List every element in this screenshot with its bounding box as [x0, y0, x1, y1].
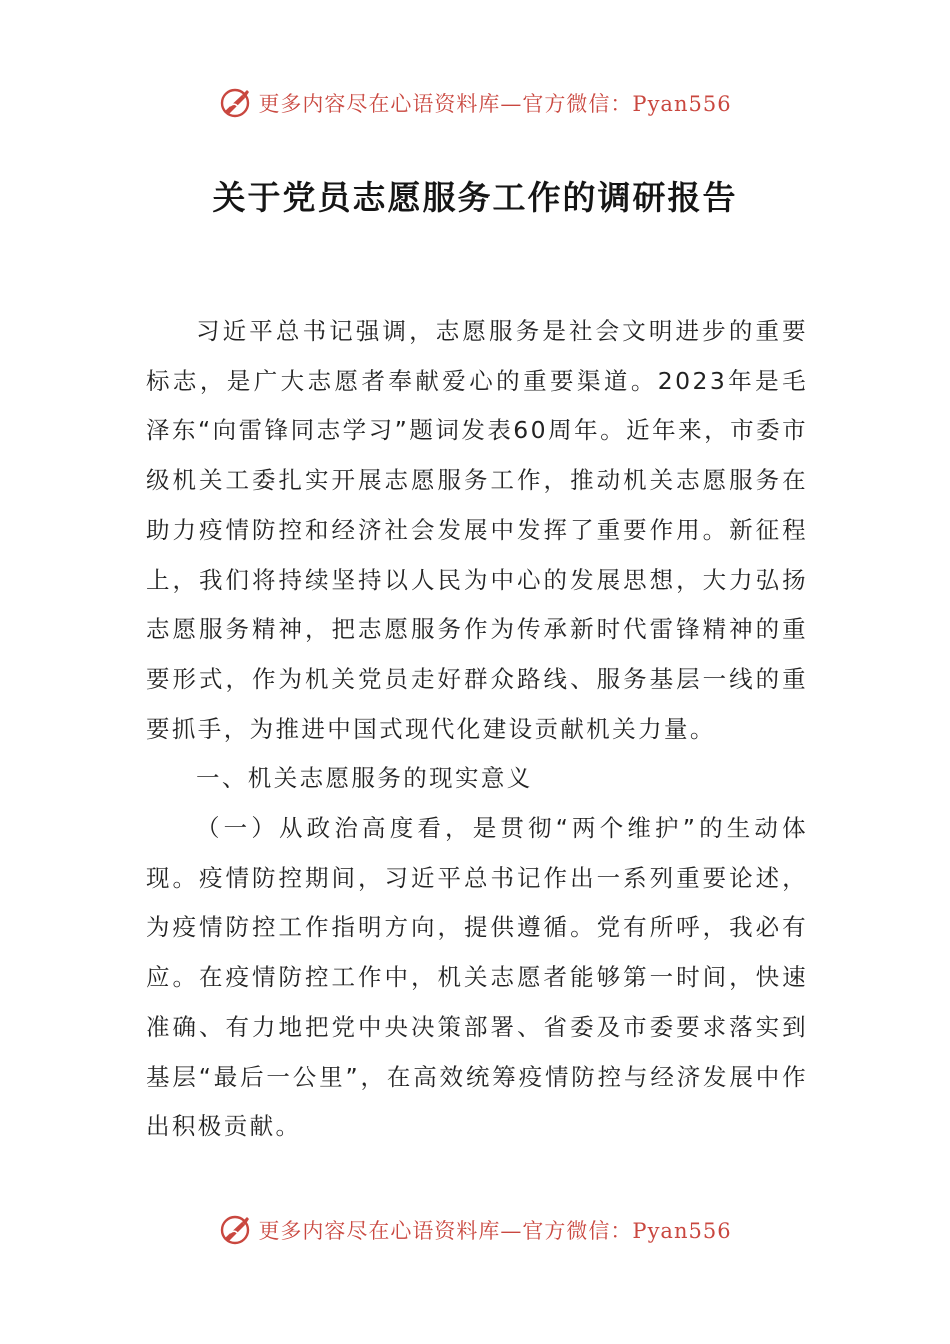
- page-title: 关于党员志愿服务工作的调研报告: [212, 178, 738, 217]
- paragraph-political: （一）从政治高度看，是贯彻“两个维护”的生动体现。疫情防控期间，习近平总书记作出一系列重要论述，为疫情防控工作指明方向，提供遵循。党有所呼，我必有应。在疫情防控工作中，机关志愿者能够第一时间，快速准确、有力地把党中央决策部署、省委及市委要求落实到基层“最后一公里”，在高效统筹疫情防控与经济发展中作出积极贡献。: [146, 814, 808, 1141]
- pen-nib-seal-icon: [218, 86, 252, 120]
- pen-nib-seal-icon: [218, 1213, 252, 1247]
- watermark-banner-bottom: [0, 1210, 950, 1250]
- document-body: [146, 307, 808, 1152]
- watermark-text: 更多内容尽在心语资料库—官方微信：Pyan556: [258, 1219, 732, 1243]
- paragraph-intro: 习近平总书记强调，志愿服务是社会文明进步的重要标志，是广大志愿者奉献爱心的重要渠道。2023年是毛泽东“向雷锋同志学习”题词发表60周年。近年来，市委市级机关工委扎实开展志愿服务工作，推动机关志愿服务在助力疫情防控和经济社会发展中发挥了重要作用。新征程上，我们将持续坚持以人民为中心的发展思想，大力弘扬志愿服务精神，把志愿服务作为传承新时代雷锋精神的重要形式，作为机关党员走好群众路线、服务基层一线的重要抓手，为推进中国式现代化建设贡献机关力量。: [146, 317, 808, 743]
- watermark-text: 更多内容尽在心语资料库—官方微信：Pyan556: [258, 92, 732, 116]
- watermark-banner-top: [0, 83, 950, 123]
- section-heading-1: 一、机关志愿服务的现实意义: [196, 764, 533, 793]
